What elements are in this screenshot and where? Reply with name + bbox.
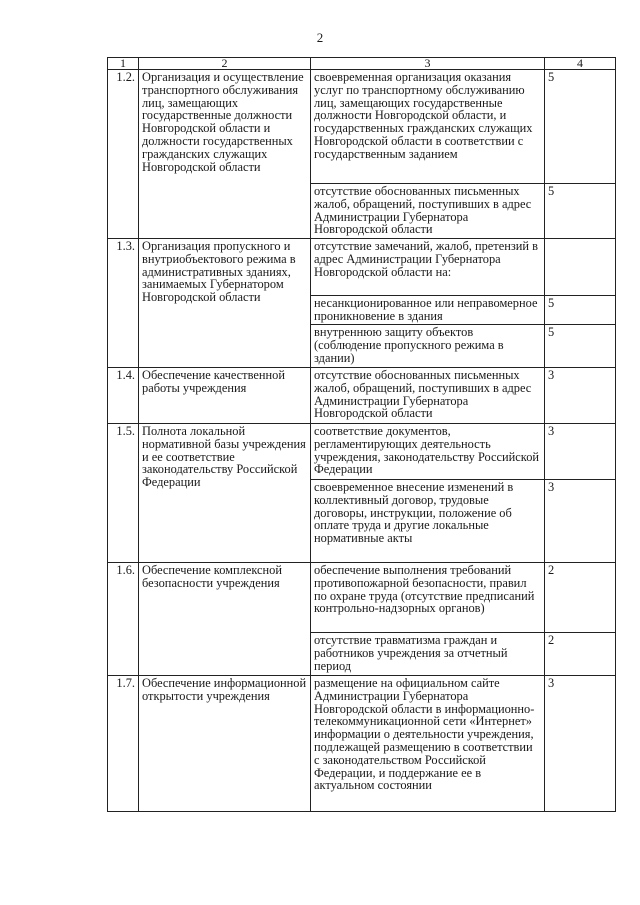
row-number: 1.5. xyxy=(108,424,139,563)
indicator-name: Обеспечение качественной работы учреждения xyxy=(139,368,311,424)
criterion-score xyxy=(545,239,616,296)
table-header-row xyxy=(108,58,616,70)
criterion-score: 3 xyxy=(545,676,616,812)
criterion-text: отсутствие замечаний, жалоб, претензий в адрес Администрации Губернатора Новгородской области на: xyxy=(311,239,545,296)
row-number: 1.4. xyxy=(108,368,139,424)
header-cell: 1 xyxy=(108,58,139,70)
criterion-score: 3 xyxy=(545,480,616,563)
indicator-name: Обеспечение информационной открытости учреждения xyxy=(139,676,311,812)
table-row xyxy=(108,676,616,812)
indicator-name: Полнота локальной нормативной базы учреждения и ее соответствие законодательству Российской Федерации xyxy=(139,424,311,563)
criterion-text: соответствие документов, регламентирующих деятельность учреждения, законодательству Российской Федерации xyxy=(311,424,545,480)
criterion-text: отсутствие обоснованных письменных жалоб, обращений, поступивших в адрес Администрации Губернатора Новгородской области xyxy=(311,368,545,424)
criterion-text: размещение на официальном сайте Администрации Губернатора Новгородской области в информационно-телекоммуникационной сети «Интернет» информации о деятельности учреждения, подлежащей размещению в соответствии с законодательством Российской Федерации, и поддержание ее в актуальном состоянии xyxy=(311,676,545,812)
table-row xyxy=(108,239,616,296)
criterion-text: своевременная организация оказания услуг по транспортному обслуживанию лиц, замещающих государственные должности Новгородской области, и государственных гражданских служащих Новгородской области в соответствии с государственным заданием xyxy=(311,70,545,184)
criterion-score: 2 xyxy=(545,563,616,633)
criterion-text: обеспечение выполнения требований противопожарной безопасности, правил по охране труда (отсутствие предписаний контрольно-надзорных органов) xyxy=(311,563,545,633)
criterion-text: отсутствие травматизма граждан и работников учреждения за отчетный период xyxy=(311,633,545,676)
header-cell: 3 xyxy=(311,58,545,70)
table-row xyxy=(108,368,616,424)
criterion-text: внутреннюю защиту объектов (соблюдение пропускного режима в здании) xyxy=(311,325,545,368)
row-number: 1.3. xyxy=(108,239,139,368)
row-number: 1.2. xyxy=(108,70,139,239)
criteria-table xyxy=(107,57,616,812)
indicator-name: Обеспечение комплексной безопасности учреждения xyxy=(139,563,311,676)
header-cell: 4 xyxy=(545,58,616,70)
table-row xyxy=(108,563,616,633)
table-row xyxy=(108,70,616,184)
criterion-score: 5 xyxy=(545,325,616,368)
criterion-score: 5 xyxy=(545,70,616,184)
criterion-text: отсутствие обоснованных письменных жалоб, обращений, поступивших в адрес Администрации Губернатора Новгородской области xyxy=(311,184,545,239)
criterion-score: 5 xyxy=(545,296,616,325)
criterion-score: 3 xyxy=(545,424,616,480)
row-number: 1.6. xyxy=(108,563,139,676)
header-cell: 2 xyxy=(139,58,311,70)
table-row xyxy=(108,424,616,480)
criterion-text: своевременное внесение изменений в коллективный договор, трудовые договоры, инструкции, положение об оплате труда и другие локальные нормативные акты xyxy=(311,480,545,563)
indicator-name: Организация и осуществление транспортного обслуживания лиц, замещающих государственные должности Новгородской области и должности государственных гражданских служащих Новгородской области xyxy=(139,70,311,239)
criterion-text: несанкционированное или неправомерное проникновение в здания xyxy=(311,296,545,325)
criterion-score: 5 xyxy=(545,184,616,239)
criterion-score: 3 xyxy=(545,368,616,424)
row-number: 1.7. xyxy=(108,676,139,812)
indicator-name: Организация пропускного и внутриобъектового режима в административных зданиях, занимаемых Губернатором Новгородской области xyxy=(139,239,311,368)
page-number: 2 xyxy=(316,30,324,45)
criterion-score: 2 xyxy=(545,633,616,676)
